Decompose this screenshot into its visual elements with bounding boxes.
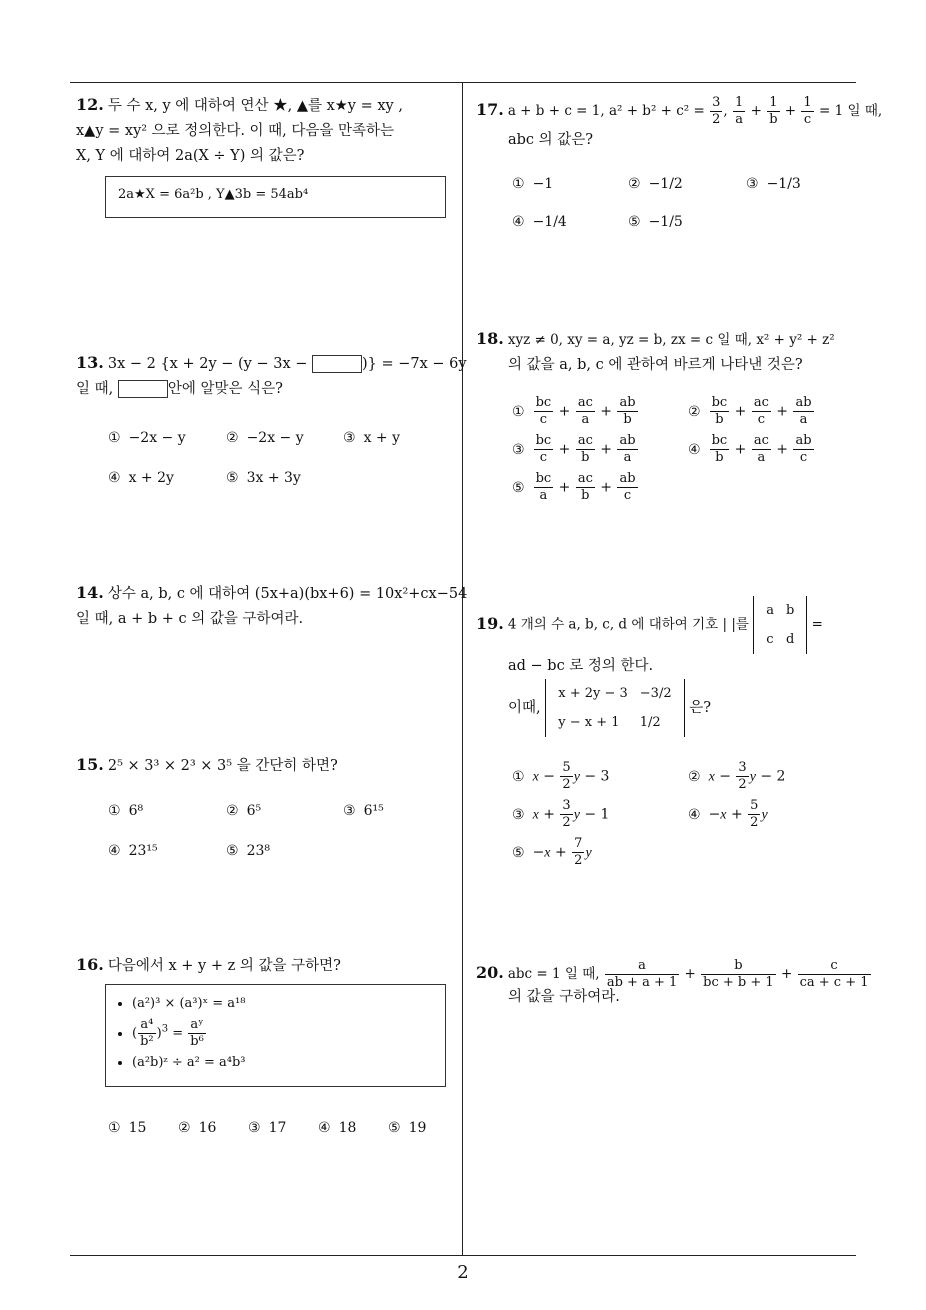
option[interactable]: ④ 18 xyxy=(318,1120,357,1136)
problem-18 xyxy=(476,326,861,378)
option[interactable]: ③ 6¹⁵ xyxy=(343,803,384,819)
problem-number: 16. xyxy=(76,955,104,974)
problem-text: 안에 알맞은 식은? xyxy=(167,381,283,397)
problem-text: abc 의 값은? xyxy=(508,132,594,148)
condition-box xyxy=(105,176,446,218)
column-divider xyxy=(462,83,463,1255)
problem-13 xyxy=(76,350,467,402)
problem-17: 17. a + b + c = 1, a² + b² + c² = $\frac{3}{2}$ , $\frac{1}{a}$ + $\frac{1}{b}$ + $\frac{1}{c}$ = 1 일 때, abc 의 값은? xyxy=(476,95,861,153)
option[interactable]: ③ $\frac{bc}{c}$ + $\frac{ac}{b}$ + $\frac{ab}{a}$ xyxy=(512,433,636,465)
option[interactable]: ④ x + 2y xyxy=(108,470,174,486)
problem-text: 두 수 x, y 에 대하여 연산 ★, ▲를 x★y = xy , xyxy=(107,98,403,114)
option[interactable]: ⑤ 3x + 3y xyxy=(226,470,301,486)
problem-text: xyz ≠ 0, xy = a, yz = b, zx = c 일 때, x² + y² + z² xyxy=(507,332,835,348)
option[interactable]: ① 6⁸ xyxy=(108,803,144,819)
option[interactable]: ④ −1/4 xyxy=(512,214,567,230)
option[interactable]: ① $\frac{bc}{c}$ + $\frac{ac}{a}$ + $\frac{ab}{b}$ xyxy=(512,395,636,427)
top-rule xyxy=(70,82,856,83)
problem-text: 3x − 2 {x + 2y − (y − 3x − xyxy=(107,356,308,372)
problem-number: 12. xyxy=(76,95,104,114)
condition-text: 2a★X = 6a²b , Y▲3b = 54ab⁴ xyxy=(118,187,309,202)
option[interactable]: ③ x + y xyxy=(343,430,400,446)
option[interactable]: ④ −x + $\frac{5}{2}$ y xyxy=(688,798,768,830)
condition-1: • (a²)³ × (a³)ˣ = a¹⁸ xyxy=(132,991,246,1017)
option[interactable]: ⑤ 23⁸ xyxy=(226,843,270,859)
page-number: 2 xyxy=(457,1262,469,1283)
option[interactable]: ② −2x − y xyxy=(226,430,304,446)
problem-text: 일 때, xyxy=(76,381,114,397)
condition-2: • ( $\frac{\text{a⁴}}{\text{b²}}$ )$^3$ = $\frac{\text{aʸ}}{\text{b⁶}}$ xyxy=(132,1017,246,1050)
problem-14 xyxy=(76,580,468,632)
option[interactable]: ① x − $\frac{5}{2}$ y − 3 xyxy=(512,760,610,792)
option[interactable]: ④ $\frac{bc}{b}$ + $\frac{ac}{a}$ + $\frac{ab}{c}$ xyxy=(688,433,812,465)
option[interactable]: ① −2x − y xyxy=(108,430,186,446)
problem-15 xyxy=(76,752,456,779)
problem-12 xyxy=(76,92,456,169)
option[interactable]: ② x − $\frac{3}{2}$ y − 2 xyxy=(688,760,786,792)
problem-text: = xyxy=(811,616,823,633)
option[interactable]: ⑤ $\frac{bc}{a}$ + $\frac{ac}{b}$ + $\frac{ab}{c}$ xyxy=(512,471,636,503)
problem-text: 상수 a, b, c 에 대하여 (5x+a)(bx+6) = 10x²+cx−54 xyxy=(107,586,468,602)
bottom-rule xyxy=(70,1255,856,1256)
problem-number: 17. xyxy=(476,100,504,119)
problem-text: 다음에서 x + y + z 의 값을 구하면? xyxy=(107,958,341,974)
answer-blank xyxy=(118,380,168,398)
condition-box xyxy=(105,984,446,1087)
problem-text: ad − bc 로 정의 한다. xyxy=(508,658,654,674)
option[interactable]: ③ x + $\frac{3}{2}$ y − 1 xyxy=(512,798,610,830)
option[interactable]: ⑤ −1/5 xyxy=(628,214,683,230)
option[interactable]: ② $\frac{bc}{b}$ + $\frac{ac}{c}$ + $\frac{ab}{a}$ xyxy=(688,395,812,427)
problem-number: 19. xyxy=(476,613,504,633)
option[interactable]: ① −1 xyxy=(512,176,554,192)
problem-text: 이때, xyxy=(508,700,541,716)
determinant: a b c d xyxy=(753,596,807,654)
problem-text: 2⁵ × 3³ × 2³ × 3⁵ 을 간단히 하면? xyxy=(107,758,338,774)
problem-number: 18. xyxy=(476,329,504,348)
problem-text: )} = −7x − 6y xyxy=(362,356,467,372)
problem-text: abc = 1 일 때, xyxy=(507,966,600,982)
option[interactable]: ② 6⁵ xyxy=(226,803,262,819)
problem-16 xyxy=(76,952,456,979)
option[interactable]: ⑤ 19 xyxy=(388,1120,427,1136)
option[interactable]: ③ −1/3 xyxy=(746,176,801,192)
problem-19 xyxy=(476,596,861,737)
problem-number: 20. xyxy=(476,963,504,982)
problem-text: a + b + c = 1, a² + b² + c² = xyxy=(507,103,705,119)
problem-text: 4 개의 수 a, b, c, d 에 대하여 기호 | |를 xyxy=(507,616,749,633)
option[interactable]: ② 16 xyxy=(178,1120,217,1136)
option[interactable]: ④ 23¹⁵ xyxy=(108,843,158,859)
problem-text: x▲y = xy² 으로 정의한다. 이 때, 다음을 만족하는 xyxy=(76,123,395,139)
problem-text: 의 값을 a, b, c 에 관하여 바르게 나타낸 것은? xyxy=(508,357,803,373)
option[interactable]: ① 15 xyxy=(108,1120,147,1136)
problem-text: 은? xyxy=(689,700,711,716)
problem-text: 일 때, a + b + c 의 값을 구하여라. xyxy=(76,611,304,627)
problem-text: 일 때, xyxy=(847,103,883,119)
problem-text: 의 값을 구하여라. xyxy=(508,989,620,1005)
determinant: x + 2y − 3 −3/2 y − x + 1 1/2 xyxy=(545,679,684,737)
answer-blank xyxy=(312,355,362,373)
problem-number: 15. xyxy=(76,755,104,774)
problem-text: X, Y 에 대하여 2a(X ÷ Y) 의 값은? xyxy=(76,148,305,164)
option[interactable]: ② −1/2 xyxy=(628,176,683,192)
option[interactable]: ③ 17 xyxy=(248,1120,287,1136)
condition-3: • (a²b)ᶻ ÷ a² = a⁴b³ xyxy=(132,1050,246,1076)
problem-number: 13. xyxy=(76,353,104,372)
problem-number: 14. xyxy=(76,583,104,602)
problem-20: 20. abc = 1 일 때, $\frac{a}{ab + a + 1}$ + $\frac{b}{bc + b + 1}$ + $\frac{c}{ca + c + 1}$ 의 값을 구하여라. xyxy=(476,958,861,1010)
option[interactable]: ⑤ −x + $\frac{7}{2}$ y xyxy=(512,836,592,868)
